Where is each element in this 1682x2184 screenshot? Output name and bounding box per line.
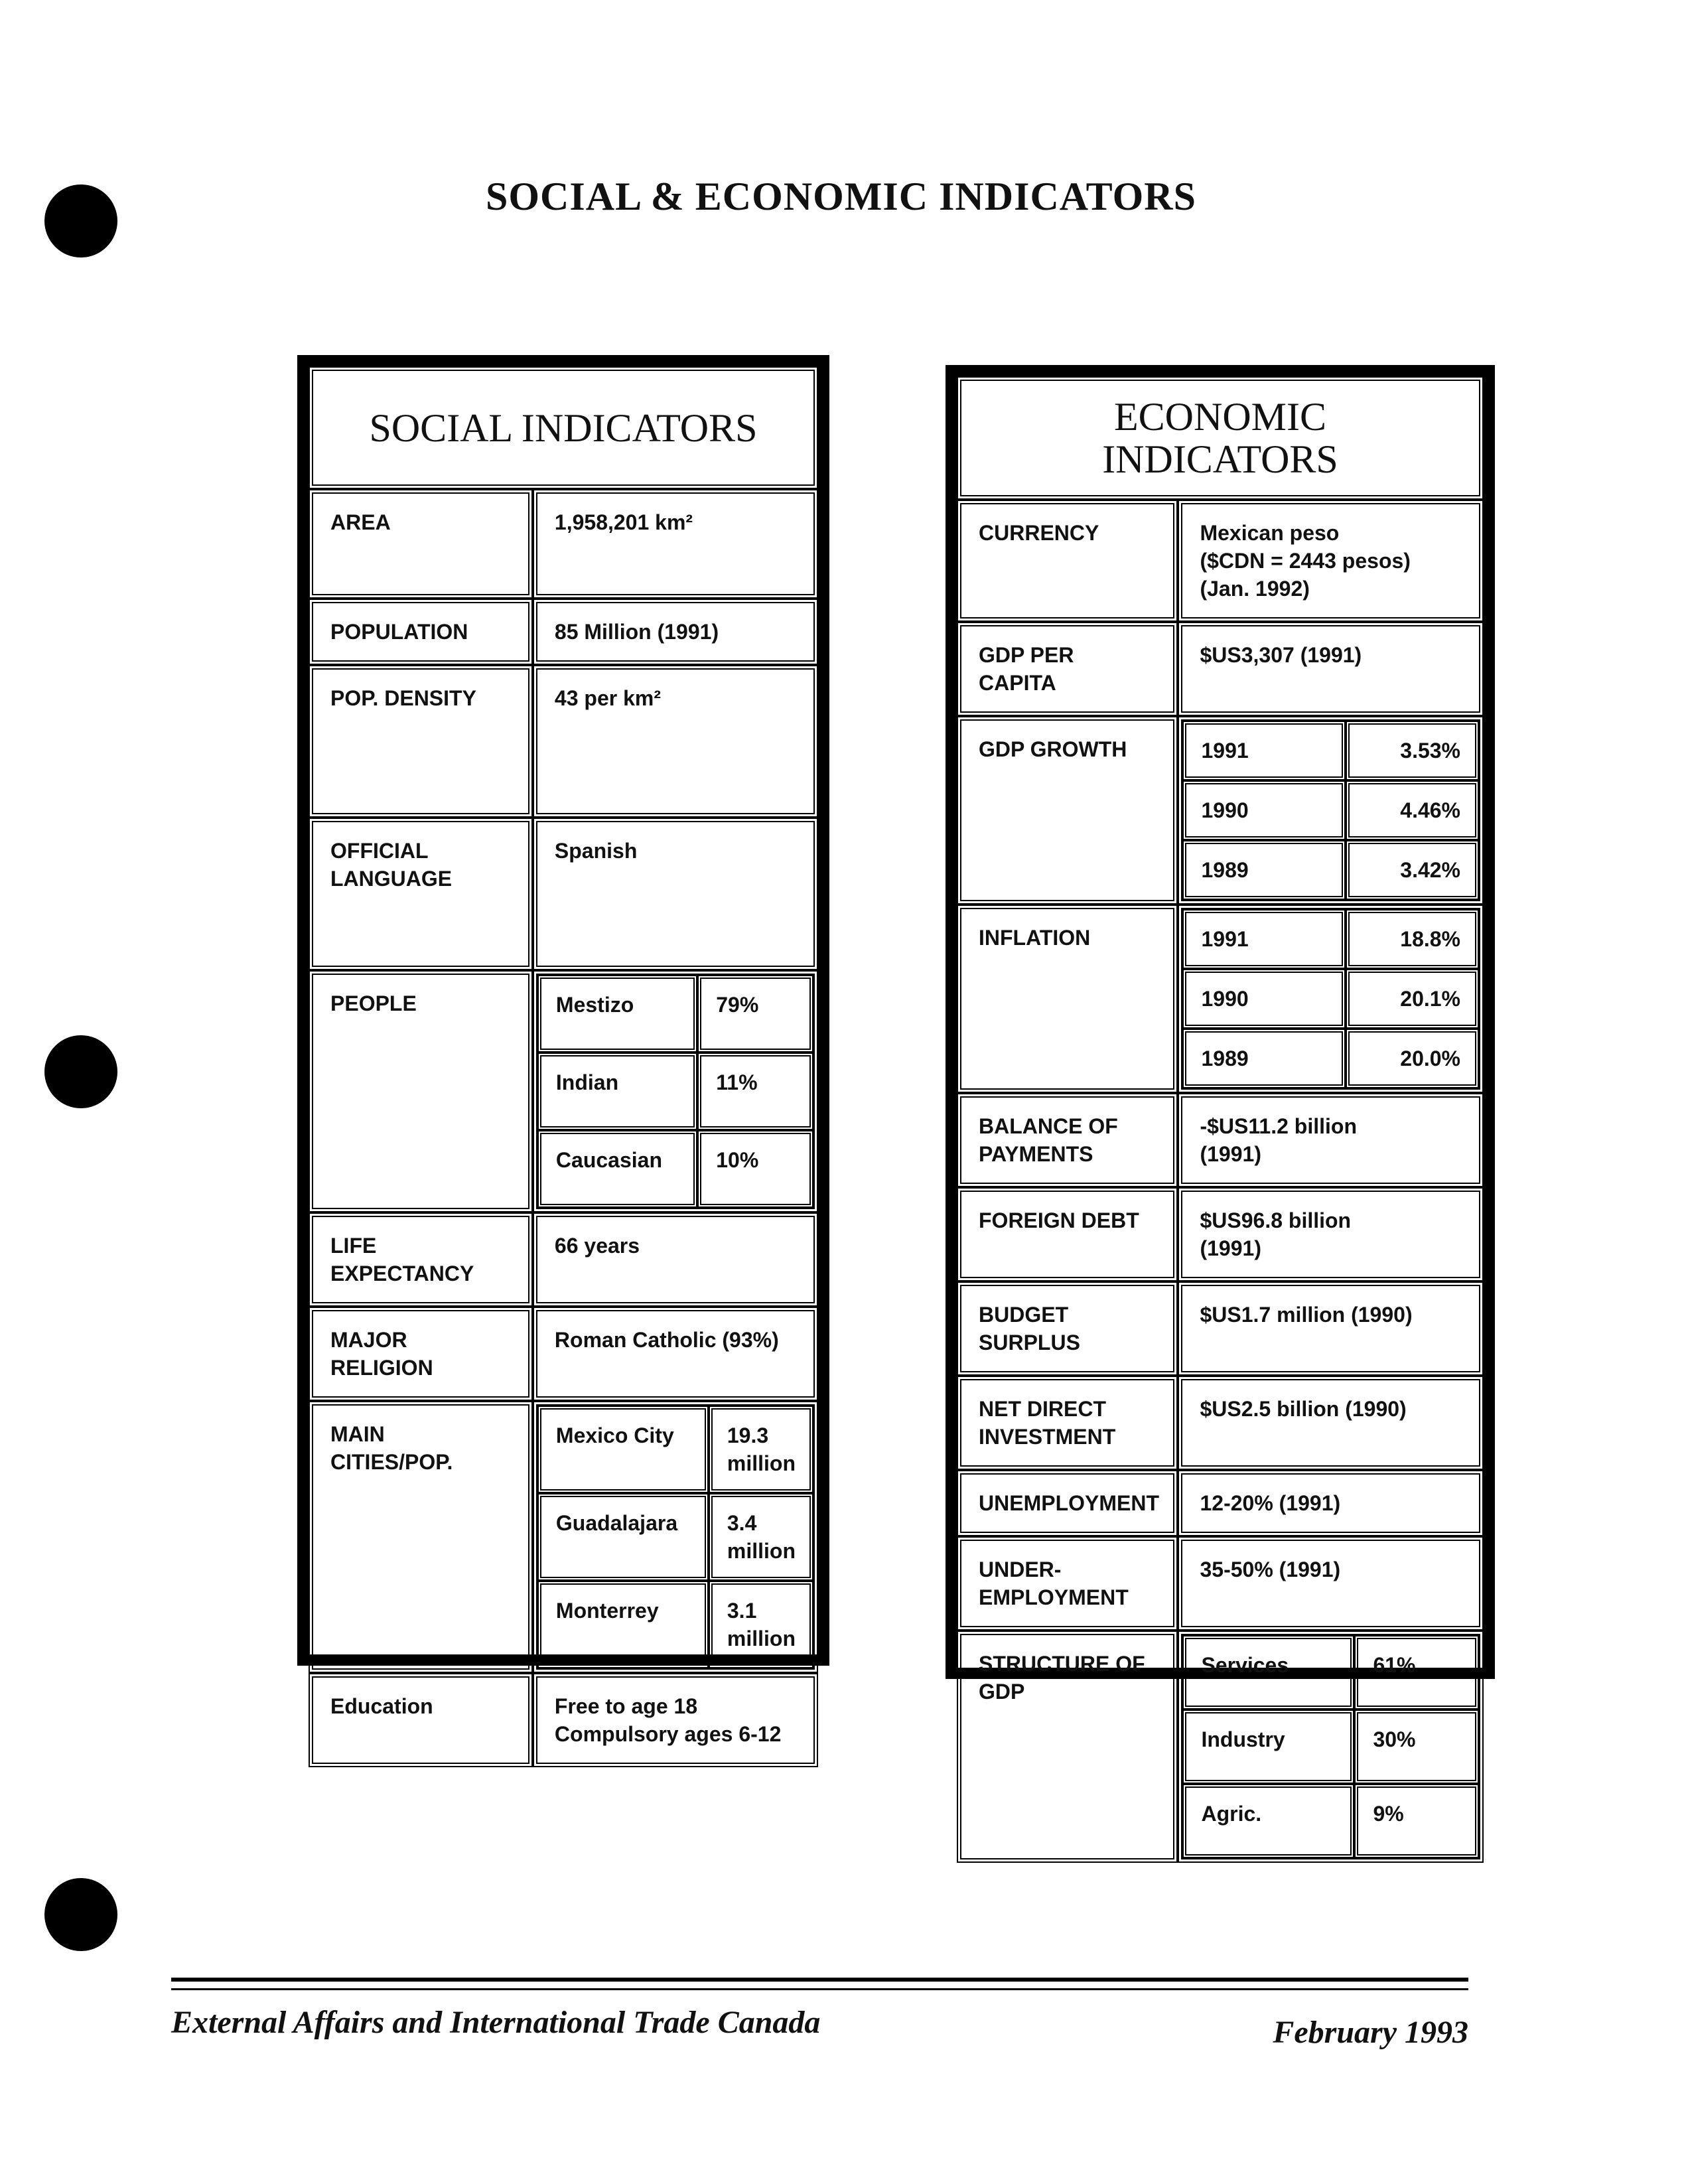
inflation-value: 18.8% bbox=[1346, 909, 1479, 969]
people-group: Caucasian bbox=[537, 1130, 697, 1208]
gdp-sector: Agric. bbox=[1182, 1784, 1354, 1858]
net-direct-investment-label: NET DIRECT INVESTMENT bbox=[957, 1376, 1178, 1470]
main-cities-breakdown bbox=[533, 1401, 818, 1673]
gdp-sector: Services bbox=[1182, 1635, 1354, 1710]
people-percent: 10% bbox=[697, 1130, 813, 1208]
people-group: Mestizo bbox=[537, 975, 697, 1053]
city-name: Mexico City bbox=[537, 1406, 709, 1493]
gdp-sector-percent: 61% bbox=[1354, 1635, 1479, 1710]
budget-surplus-label: BUDGET SURPLUS bbox=[957, 1281, 1178, 1376]
gdp-growth-value: 3.42% bbox=[1346, 840, 1479, 900]
social-heading: SOCIAL INDICATORS bbox=[309, 366, 818, 489]
inflation-year: 1989 bbox=[1182, 1029, 1346, 1088]
balance-of-payments-value: -$US11.2 billion (1991) bbox=[1178, 1093, 1484, 1187]
gdp-growth-year: 1991 bbox=[1182, 721, 1346, 780]
people-group: Indian bbox=[537, 1053, 697, 1130]
pop-density-value: 43 per km² bbox=[533, 665, 818, 818]
inflation-year: 1991 bbox=[1182, 909, 1346, 969]
inflation-value: 20.0% bbox=[1346, 1029, 1479, 1088]
official-language-value: Spanish bbox=[533, 818, 818, 970]
population-value: 85 Million (1991) bbox=[533, 599, 818, 665]
people-breakdown bbox=[533, 970, 818, 1212]
structure-of-gdp-breakdown bbox=[1178, 1631, 1484, 1863]
city-name: Guadalajara bbox=[537, 1493, 709, 1581]
footer-publisher: External Affairs and International Trade Canada bbox=[171, 2005, 821, 2040]
footer-date: February 1993 bbox=[1273, 2015, 1468, 2050]
area-value: 1,958,201 km² bbox=[533, 489, 818, 599]
foreign-debt-label: FOREIGN DEBT bbox=[957, 1187, 1178, 1281]
area-label: AREA bbox=[309, 489, 533, 599]
footer-rule-thin bbox=[171, 1988, 1468, 1990]
major-religion-label: MAJOR RELIGION bbox=[309, 1307, 533, 1401]
binder-hole-bottom bbox=[44, 1878, 117, 1951]
gdp-growth-year: 1989 bbox=[1182, 840, 1346, 900]
footer-rule bbox=[171, 1978, 1468, 1982]
page-title: SOCIAL & ECONOMIC INDICATORS bbox=[486, 175, 1196, 218]
gdp-per-capita-label: GDP PER CAPITA bbox=[957, 622, 1178, 716]
economic-indicators-table bbox=[957, 376, 1484, 1863]
net-direct-investment-value: $US2.5 billion (1990) bbox=[1178, 1376, 1484, 1470]
major-religion-value: Roman Catholic (93%) bbox=[533, 1307, 818, 1401]
education-label: Education bbox=[309, 1673, 533, 1767]
gdp-sector: Industry bbox=[1182, 1710, 1354, 1784]
social-indicators-table bbox=[309, 366, 818, 1767]
people-percent: 11% bbox=[697, 1053, 813, 1130]
education-value: Free to age 18 Compulsory ages 6-12 bbox=[533, 1673, 818, 1767]
social-indicators-panel bbox=[297, 355, 829, 1746]
inflation-breakdown bbox=[1178, 905, 1484, 1093]
underemployment-label: UNDER- EMPLOYMENT bbox=[957, 1536, 1178, 1631]
official-language-label: OFFICIAL LANGUAGE bbox=[309, 818, 533, 970]
inflation-value: 20.1% bbox=[1346, 969, 1479, 1029]
underemployment-value: 35-50% (1991) bbox=[1178, 1536, 1484, 1631]
currency-label: CURRENCY bbox=[957, 500, 1178, 622]
people-label: PEOPLE bbox=[309, 970, 533, 1212]
gdp-sector-percent: 9% bbox=[1354, 1784, 1479, 1858]
city-population: 19.3 million bbox=[709, 1406, 813, 1493]
unemployment-label: UNEMPLOYMENT bbox=[957, 1470, 1178, 1536]
inflation-label: INFLATION bbox=[957, 905, 1178, 1093]
people-percent: 79% bbox=[697, 975, 813, 1053]
currency-value: Mexican peso ($CDN = 2443 pesos) (Jan. 1992) bbox=[1178, 500, 1484, 622]
structure-of-gdp-label: STRUCTURE OF GDP bbox=[957, 1631, 1178, 1863]
budget-surplus-value: $US1.7 million (1990) bbox=[1178, 1281, 1484, 1376]
gdp-growth-breakdown bbox=[1178, 716, 1484, 905]
gdp-growth-value: 4.46% bbox=[1346, 780, 1479, 840]
life-expectancy-value: 66 years bbox=[533, 1212, 818, 1307]
economic-indicators-panel bbox=[946, 365, 1495, 1826]
gdp-growth-value: 3.53% bbox=[1346, 721, 1479, 780]
gdp-growth-label: GDP GROWTH bbox=[957, 716, 1178, 905]
binder-hole-middle bbox=[44, 1035, 117, 1108]
economic-heading: ECONOMIC INDICATORS bbox=[957, 376, 1484, 500]
gdp-growth-year: 1990 bbox=[1182, 780, 1346, 840]
pop-density-label: POP. DENSITY bbox=[309, 665, 533, 818]
city-population: 3.1 million bbox=[709, 1581, 813, 1668]
population-label: POPULATION bbox=[309, 599, 533, 665]
unemployment-value: 12-20% (1991) bbox=[1178, 1470, 1484, 1536]
gdp-sector-percent: 30% bbox=[1354, 1710, 1479, 1784]
gdp-per-capita-value: $US3,307 (1991) bbox=[1178, 622, 1484, 716]
balance-of-payments-label: BALANCE OF PAYMENTS bbox=[957, 1093, 1178, 1187]
city-name: Monterrey bbox=[537, 1581, 709, 1668]
inflation-year: 1990 bbox=[1182, 969, 1346, 1029]
foreign-debt-value: $US96.8 billion (1991) bbox=[1178, 1187, 1484, 1281]
main-cities-label: MAIN CITIES/POP. bbox=[309, 1401, 533, 1673]
life-expectancy-label: LIFE EXPECTANCY bbox=[309, 1212, 533, 1307]
city-population: 3.4 million bbox=[709, 1493, 813, 1581]
